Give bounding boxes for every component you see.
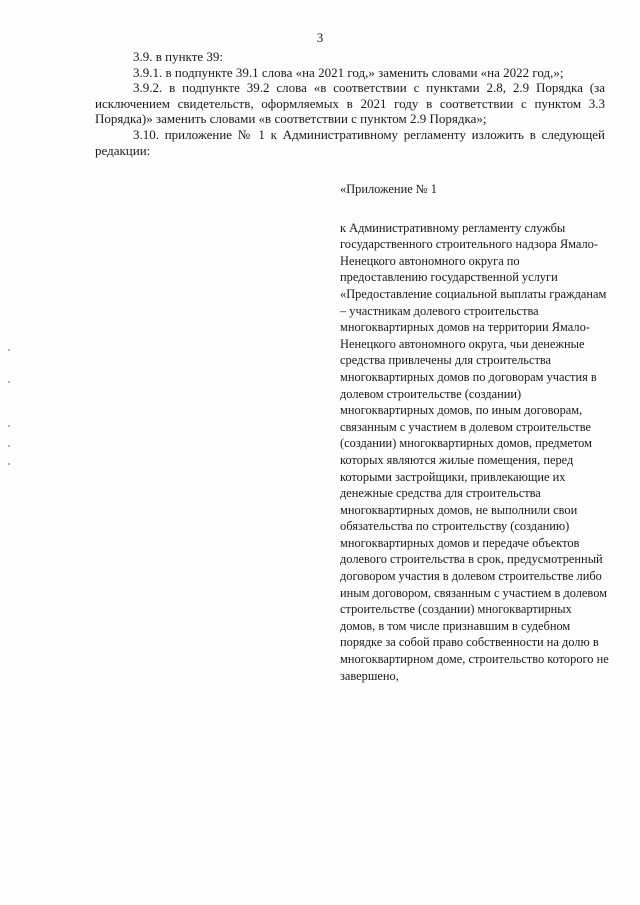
- paragraph-3-9-1: 3.9.1. в подпункте 39.1 слова «на 2021 год,» заменить словами «на 2022 год,»;: [133, 64, 564, 80]
- annex-header-block: [340, 181, 610, 684]
- page-number: 3: [316, 30, 324, 45]
- paragraph-3-9-2: 3.9.2. в подпункте 39.2 слова «в соответствии с пунктами 2.8, 2.9 Порядка (за исключением свидетельств, оформляемых в 2021 году в соответствии с пунктом 3.3 Порядка)» заменить словами «в соответствии с пунктом 2.9 Порядка»;: [95, 80, 605, 127]
- annex-description: к Административному регламенту службы государственного строительного надзора Ямало-Ненецкого автономного округа по предоставлению государственной услуги «Предоставление социальной выплаты гражданам – участникам долевого строительства многоквартирных домов на территории Ямало-Ненецкого автономного округа, чьи денежные средства привлечены для строительства многоквартирных домов по договорам участия в долевом строительстве (создании) многоквартирных домов, по иным договорам, связанным с участием в долевом строительстве (создании) многоквартирных домов, предметом которых являются жилые помещения, перед которыми застройщики, привлекающие их денежные средства для строительства многоквартирных домов, не выполнили свои обязательства по строительству (созданию) многоквартирных домов и передаче объектов долевого строительства в срок, предусмотренный договором участия в долевом строительстве либо иным договором, связанным с участием в долевом строительстве (создании) многоквартирных домов, в том числе признавшим в судебном порядке за собой право собственности на долю в многоквартирном доме, строительство которого не завершено,: [340, 220, 609, 683]
- scan-mark: [8, 445, 10, 447]
- amendments-section: [95, 49, 605, 158]
- scan-mark: [8, 381, 10, 383]
- scan-mark: [8, 425, 10, 427]
- paragraph-3-9: 3.9. в пункте 39:: [133, 49, 224, 64]
- annex-title: «Приложение № 1: [340, 182, 437, 196]
- scan-mark: [8, 349, 10, 351]
- paragraph-3-10: 3.10. приложение № 1 к Административному регламенту изложить в следующей редакции:: [95, 126, 605, 158]
- scan-mark: [8, 463, 10, 465]
